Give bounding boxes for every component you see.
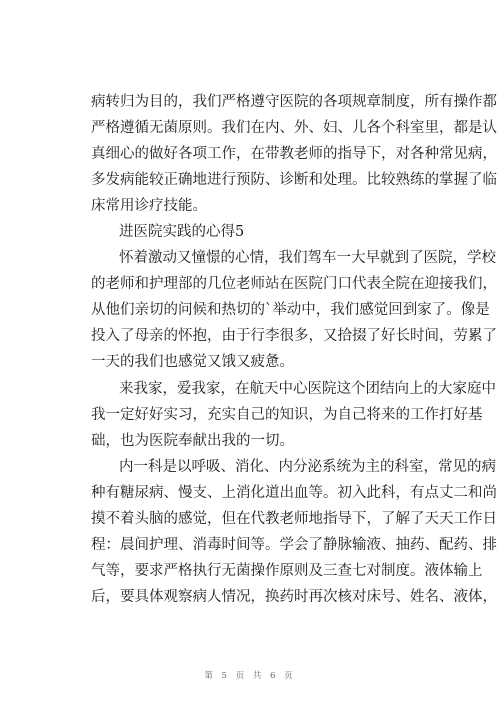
paragraph-line: 床常用诊疗技能。 <box>91 198 207 214</box>
paragraph-line: 真细心的做好各项工作，在带教老师的指导下，对各种常见病， <box>91 146 497 162</box>
paragraph-line: 程：晨间护理、消毒时间等。学会了静脉输液、抽药、配药、排 <box>91 537 497 553</box>
page-number-footer: 第 5 页 共 6 页 <box>204 671 296 681</box>
paragraph-line: 一天的我们也感觉又饿又疲惫。 <box>91 354 294 370</box>
paragraph-line: 的老师和护理部的几位老师站在医院门口代表全院在迎接我们， <box>91 276 497 292</box>
paragraph-line: 我一定好好实习，充实自己的知识，为自己将来的工作打好基 <box>91 407 483 423</box>
paragraph-line: 从他们亲切的问候和热切的`举动中，我们感觉回到家了。像是 <box>91 302 490 318</box>
paragraph-line: 多发病能较正确地进行预防、诊断和处理。比较熟练的掌握了临 <box>91 172 497 188</box>
paragraph-line: 础，也为医院奉献出我的一切。 <box>91 433 294 449</box>
section-heading: 进医院实践的心得5 <box>119 224 245 240</box>
paragraph-line: 后，要具体观察病人情况，换药时再次核对床号、姓名、液体， <box>91 589 497 605</box>
paragraph-line: 内一科是以呼吸、消化、内分泌系统为主的科室，常见的病 <box>119 459 496 475</box>
paragraph-line: 怀着激动又憧憬的心情，我们驾车一大早就到了医院，学校 <box>119 250 496 266</box>
paragraph-line: 严格遵循无菌原则。我们在内、外、妇、儿各个科室里，都是认 <box>91 120 497 136</box>
paragraph-line: 种有糖尿病、慢支、上消化道出血等。初入此科，有点丈二和尚 <box>91 485 497 501</box>
paragraph-line: 病转归为目的，我们严格遵守医院的各项规章制度，所有操作都 <box>91 94 497 110</box>
paragraph-line: 投入了母亲的怀抱，由于行李很多，又拾掇了好长时间，劳累了 <box>91 328 497 344</box>
paragraph-line: 气等，要求严格执行无菌操作原则及三查七对制度。液体输上 <box>91 563 483 579</box>
paragraph-line: 来我家，爱我家，在航天中心医院这个团结向上的大家庭中 <box>119 381 496 397</box>
paragraph-line: 摸不着头脑的感觉，但在代教老师地指导下，了解了天天工作日 <box>91 511 497 527</box>
